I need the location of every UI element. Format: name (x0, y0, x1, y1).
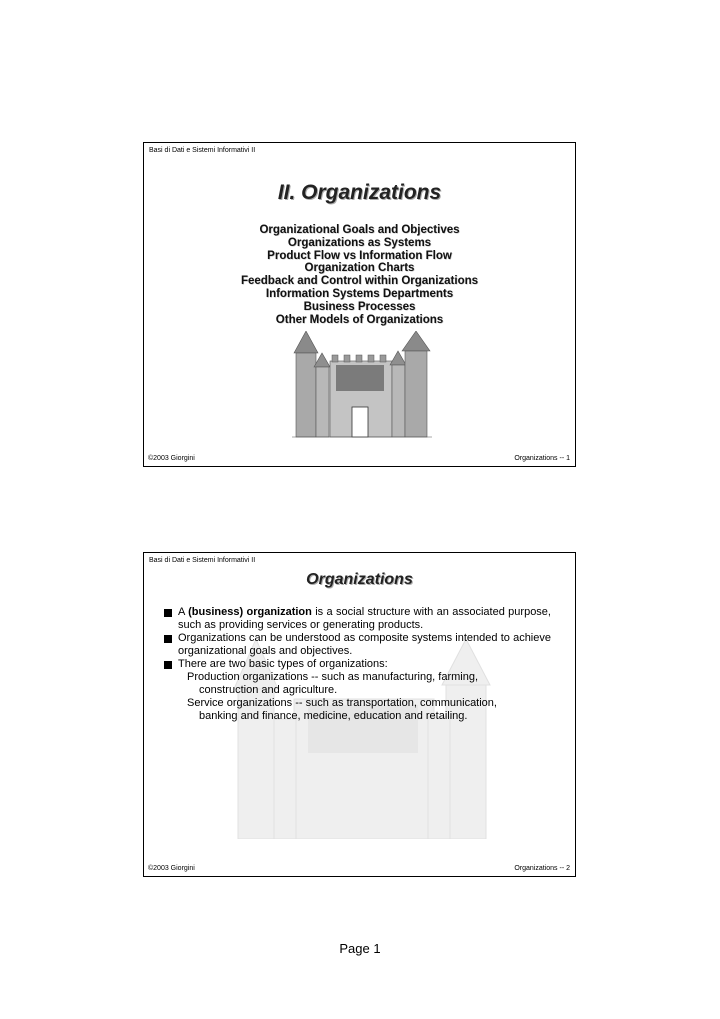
topic-item: Organization Charts (304, 262, 415, 275)
square-bullet-icon (164, 661, 172, 669)
sub-item-line: Service organizations -- such as transportation, communication, (187, 697, 497, 709)
page-label: Page 1 (339, 941, 381, 956)
bullet-prefix: A (178, 606, 189, 618)
topic-item: Organizational Goals and Objectives (259, 224, 460, 236)
topic-item: Feedback and Control within Organizations (240, 275, 479, 288)
bullet-text: is a social structure with an associated purpose, such as providing services or generating products. (178, 606, 551, 631)
square-bullet-icon (164, 609, 172, 617)
slide-header: Basi di Dati e Sistemi Informativi II (149, 147, 256, 154)
sub-item (164, 697, 551, 723)
topic-item: Other Models of Organizations (275, 313, 444, 326)
bullet-item (164, 606, 551, 632)
square-bullet-icon (164, 635, 172, 643)
sub-item-line: construction and agriculture. (199, 684, 338, 696)
sub-item (164, 671, 551, 697)
slide-footer-left: ©2003 Giorgini (148, 865, 195, 872)
castle-illustration (292, 331, 432, 439)
topic-item: Product Flow vs Information Flow (267, 249, 452, 262)
bullet-text: There are two basic types of organizations: (178, 658, 388, 670)
sub-item-line: Production organizations -- such as manufacturing, farming, (187, 671, 479, 683)
slide-title: II. Organizations (277, 181, 442, 204)
slide-footer-right: Organizations -- 1 (514, 455, 570, 462)
slide-header: Basi di Dati e Sistemi Informativi II (149, 557, 256, 564)
bold-term: (business) organization (188, 606, 312, 618)
slide-footer-left: ©2003 Giorgini (148, 455, 195, 462)
slide-2 (143, 552, 576, 877)
bullet-list (164, 606, 551, 723)
slide-footer-right: Organizations -- 2 (514, 865, 570, 872)
slide-1 (143, 142, 576, 467)
bullet-item (164, 632, 551, 658)
topic-item: Business Processes (303, 300, 416, 313)
bullet-text: Organizations can be understood as composite systems intended to achieve organizational goals and objectives. (178, 632, 551, 657)
topic-list (144, 224, 575, 326)
topic-item: Information Systems Departments (265, 287, 454, 300)
topic-item: Organizations as Systems (287, 236, 432, 249)
sub-item-line: banking and finance, medicine, education and retailing. (199, 710, 468, 722)
bullet-item (164, 658, 551, 671)
slide-title: Organizations (306, 571, 413, 588)
